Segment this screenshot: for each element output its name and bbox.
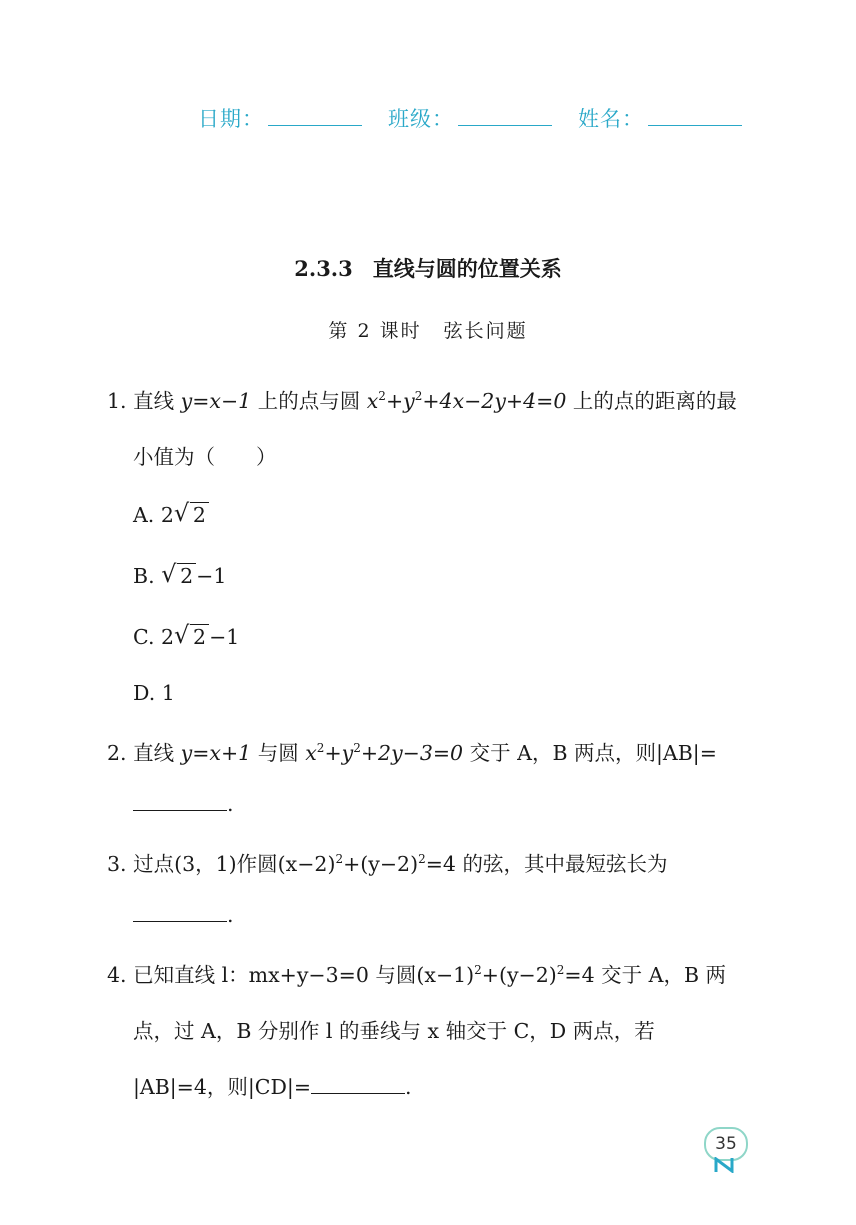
option-c-tail: −1 [209, 625, 240, 649]
date-blank[interactable] [268, 107, 362, 126]
q3-answer-line [133, 903, 234, 927]
option-b-label: B. [133, 564, 162, 588]
radicand: 2 [177, 563, 196, 588]
q2-number: 2. [107, 741, 127, 765]
q1-circle-rest: +4x−2y+4=0 [422, 389, 567, 413]
q4-line-3-text: |AB|=4，则|CD|= [133, 1075, 312, 1099]
exponent: 2 [335, 852, 344, 866]
option-b-tail: −1 [196, 564, 227, 588]
q2-circle-x: x [305, 741, 317, 765]
q4-text: 已知直线 l：mx+y−3=0 与圆(x−1) [133, 963, 475, 987]
q1-circle-y: +y [385, 389, 415, 413]
question-1 [107, 384, 737, 414]
q1-option-a[interactable] [133, 499, 209, 527]
period: . [227, 903, 234, 927]
class-field [388, 103, 552, 133]
radicand: 2 [190, 624, 209, 649]
q2-circle-rest: +2y−3=0 [360, 741, 464, 765]
exponent: 2 [414, 389, 423, 403]
q1-text-2: 上的点与圆 [257, 389, 361, 413]
sqrt-symbol: √ 2 [174, 503, 209, 527]
q2-answer-line [133, 792, 234, 816]
q4-number: 4. [107, 963, 127, 987]
section-title [0, 253, 856, 283]
exponent: 2 [353, 741, 361, 755]
q2-line-equation: y=x+1 [180, 741, 252, 765]
q4-text-2: +(y−2) [481, 963, 557, 987]
q1-line-2: 小值为（ ） [133, 445, 277, 469]
q1-option-b[interactable] [133, 560, 227, 588]
exponent: 2 [556, 963, 565, 977]
name-field [578, 103, 742, 133]
q4-text-3: =4 交于 A，B 两 [564, 963, 727, 987]
name-label: 姓名： [578, 107, 644, 131]
option-c-label: C. 2 [133, 625, 175, 649]
period: . [405, 1075, 412, 1099]
sqrt-symbol: √ 2 [161, 564, 196, 588]
sqrt-symbol: √ 2 [174, 625, 209, 649]
name-blank[interactable] [648, 107, 742, 126]
q2-text-2: 与圆 [257, 741, 299, 765]
exponent: 2 [316, 741, 325, 755]
class-blank[interactable] [458, 107, 552, 126]
q2-answer-blank[interactable] [133, 794, 227, 811]
q4-answer-blank[interactable] [311, 1077, 405, 1094]
lesson-number: 第 2 课时 [328, 320, 422, 342]
q2-text-3: 交于 A，B 两点，则|AB|= [469, 741, 717, 765]
q3-text-3: =4 的弦，其中最短弦长为 [425, 852, 668, 876]
logo-n-icon [714, 1157, 734, 1173]
q3-text: 过点(3，1)作圆(x−2) [133, 852, 336, 876]
question-3 [107, 847, 667, 877]
option-a-label: A. 2 [133, 503, 174, 527]
radicand: 2 [190, 502, 209, 527]
q1-text-3: 上的点的距离的最 [572, 389, 737, 413]
q3-number: 3. [107, 852, 127, 876]
q1-option-d[interactable] [133, 681, 175, 705]
section-number: 2.3.3 [294, 256, 353, 281]
date-label: 日期： [198, 107, 264, 131]
period: . [227, 792, 234, 816]
q1-number: 1. [107, 389, 127, 413]
q3-answer-blank[interactable] [133, 905, 227, 922]
exponent: 2 [474, 963, 482, 977]
q4-line-2: 点，过 A，B 分别作 l 的垂线与 x 轴交于 C，D 两点，若 [133, 1019, 655, 1043]
student-info-header [198, 103, 768, 133]
q2-circle-y: +y [324, 741, 354, 765]
date-field [198, 103, 362, 133]
page-number: 35 [704, 1127, 748, 1161]
section-title-text: 直线与圆的位置关系 [372, 256, 562, 281]
q2-text: 直线 [133, 741, 175, 765]
exponent: 2 [378, 389, 386, 403]
class-label: 班级： [388, 107, 454, 131]
question-4 [107, 958, 726, 988]
exponent: 2 [418, 852, 426, 866]
question-2 [107, 736, 717, 766]
q1-text: 直线 [133, 389, 175, 413]
q4-line-3 [133, 1070, 412, 1100]
q3-text-2: +(y−2) [343, 852, 419, 876]
page-number-badge [704, 1127, 746, 1159]
q1-line-equation: y=x−1 [180, 389, 252, 413]
lesson-subtitle [0, 316, 856, 343]
option-d-label: D. 1 [133, 681, 175, 705]
q1-option-c[interactable] [133, 621, 240, 649]
lesson-topic: 弦长问题 [443, 320, 528, 342]
q1-circle-x: x [366, 389, 379, 413]
